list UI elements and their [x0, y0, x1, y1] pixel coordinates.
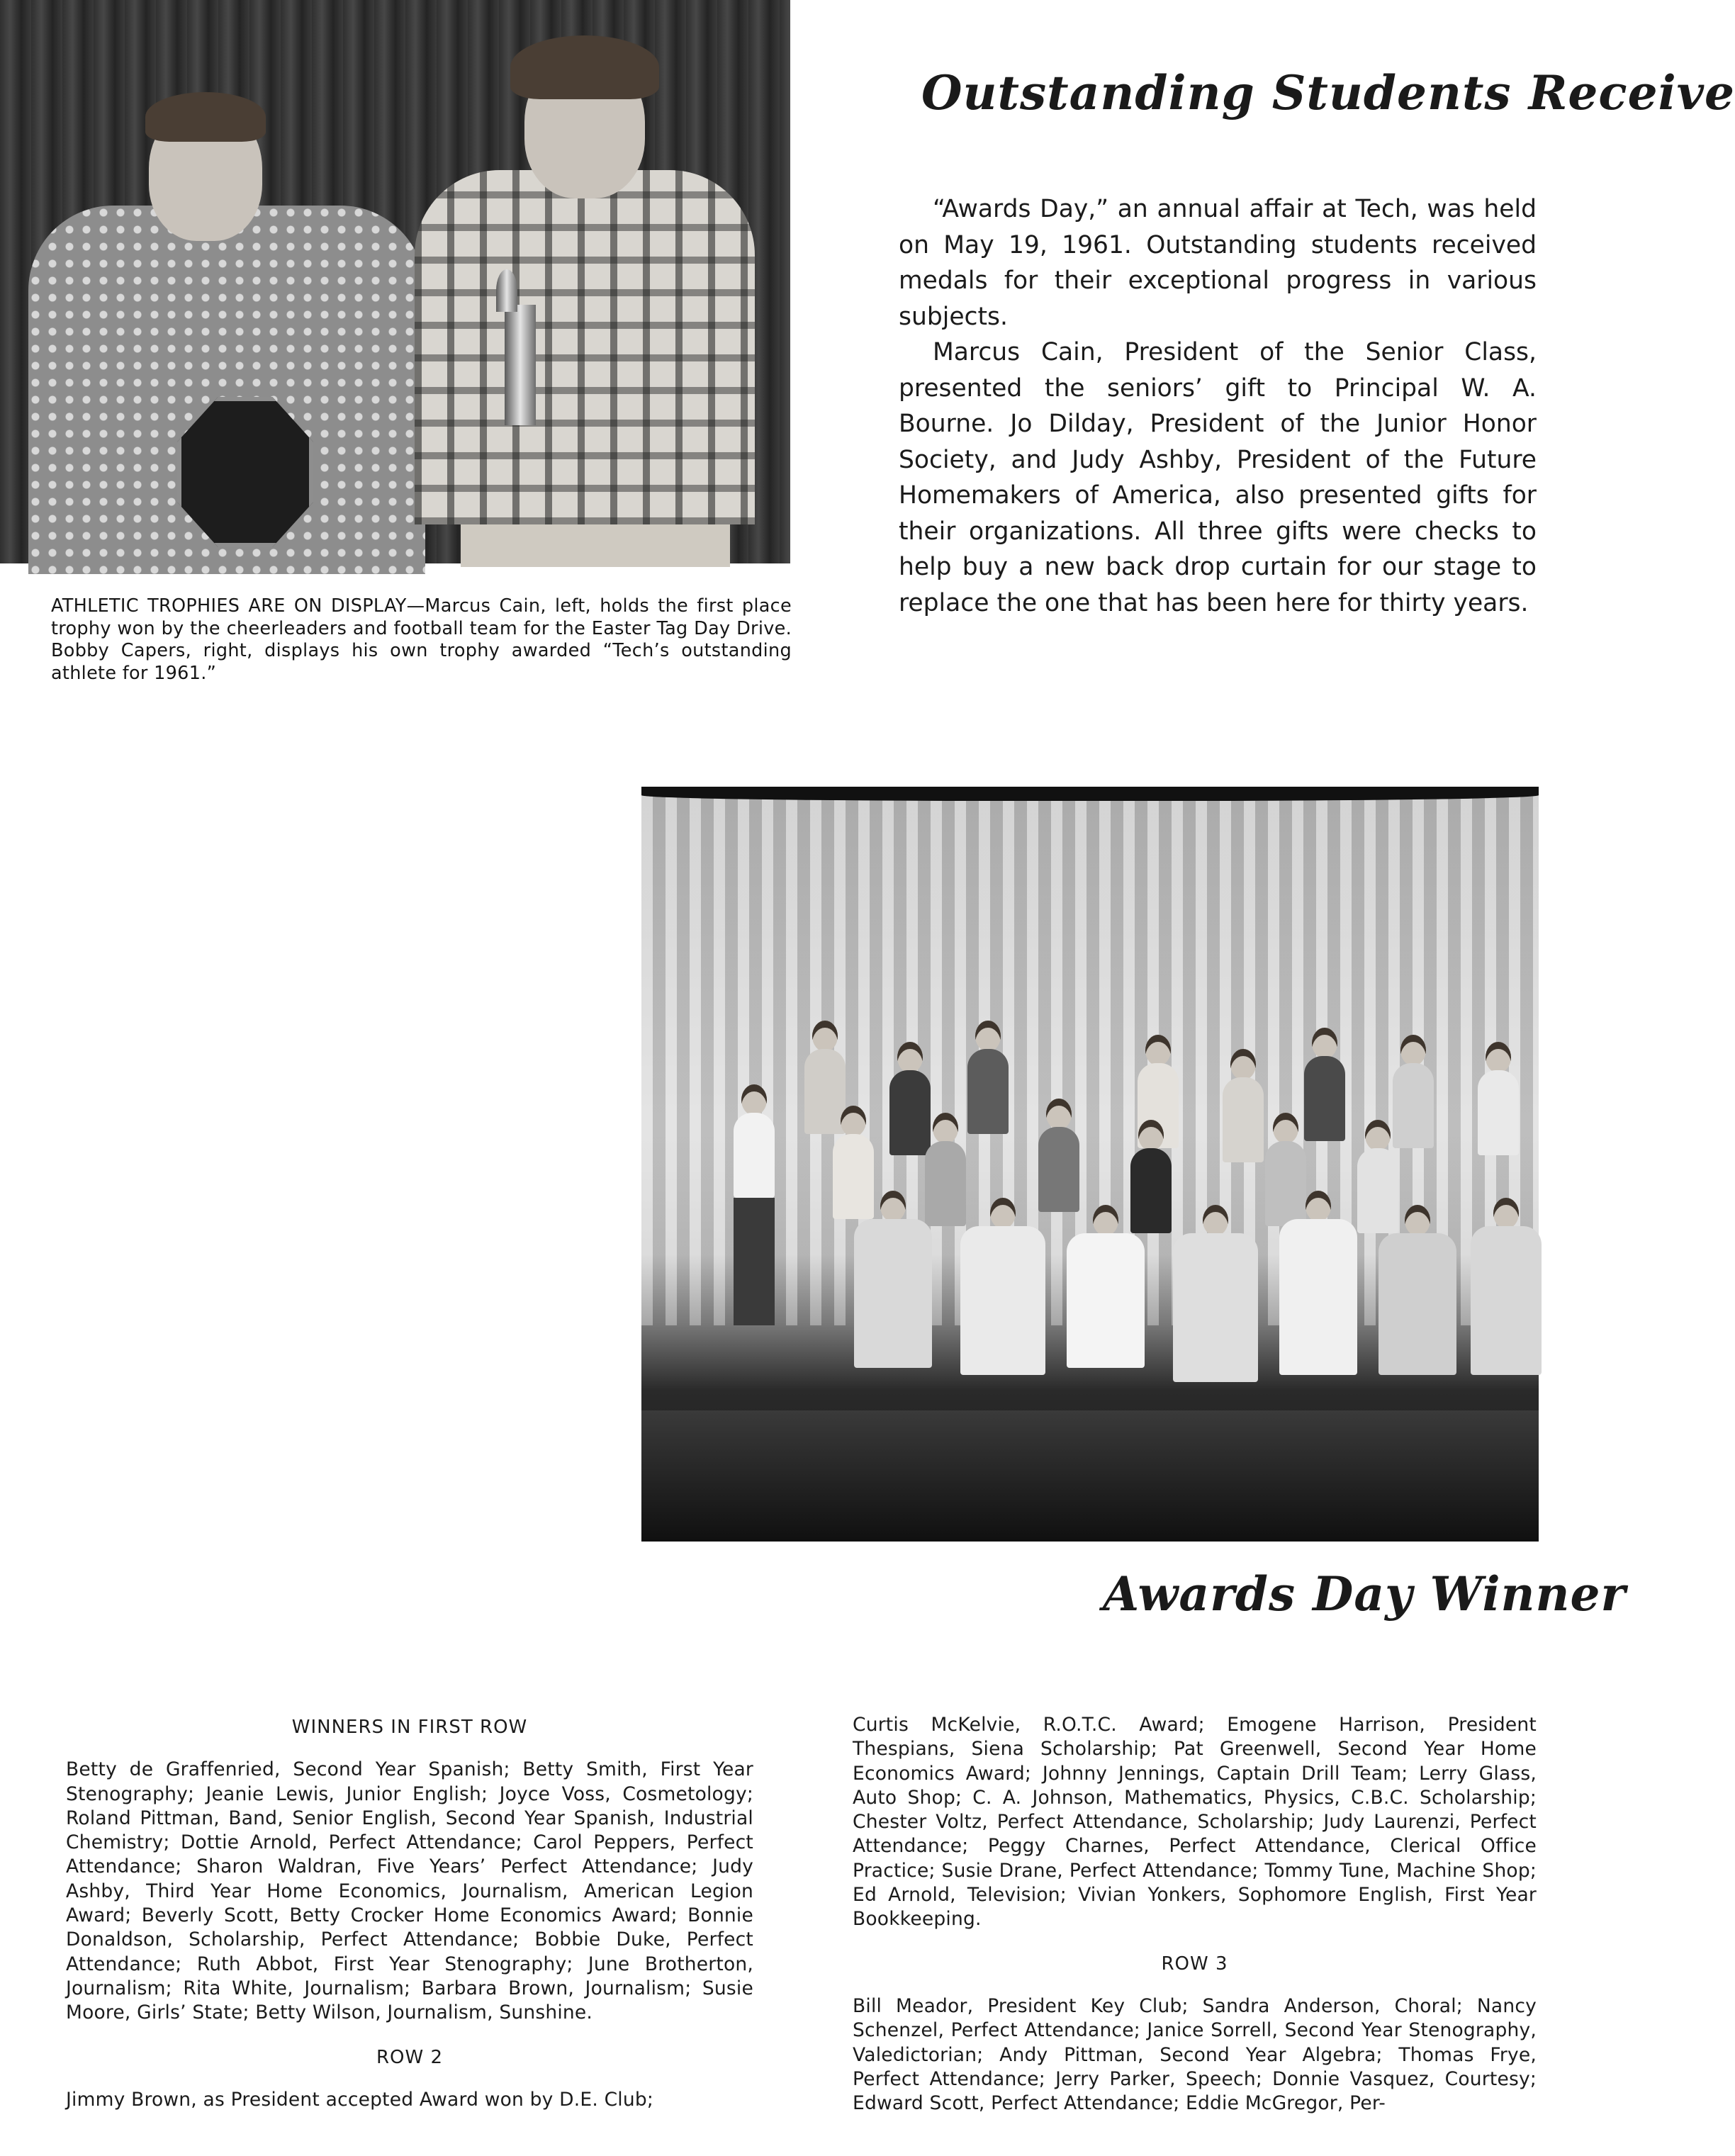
athletes-photo — [0, 0, 790, 563]
intro-paragraph-1: “Awards Day,” an annual affair at Tech, was held on May 19, 1961. Outstanding students received medals for their exceptional progress in various subjects. — [899, 195, 1537, 331]
row3-heading: ROW 3 — [1161, 1953, 1228, 1975]
photo-caption: ATHLETIC TROPHIES ARE ON DISPLAY—Marcus Cain, left, holds the first place trophy won by the cheerleaders and football team for the Easter Tag Day Drive. Bobby Capers, right, displays his own trophy awarded “Tech’s outstanding athlete for 1961.” — [51, 595, 792, 684]
row1-heading: WINNERS IN FIRST ROW — [291, 1717, 528, 1738]
row2-text-continued: Curtis McKelvie, R.O.T.C. Award; Emogene Harrison, President Thespians, Siena Scholarship; Pat Greenwell, Second Year Home Economics Award; Johnny Jennings, Captain Drill Team; Lerry Glass, Auto Shop; C. A. Johnson, Mathematics, Physics, C.B.C. Scholarship; Chester Voltz, Perfect Attendance, Scholarship; Judy Laurenzi, Perfect Attendance; Peggy Charnes, Perfect Attendance, Clerical Office Practice; Susie Drane, Perfect Attendance; Tommy Tune, Machine Shop; Ed Arnold, Television; Vivian Yonkers, Sophomore English, First Year Bookkeeping. — [853, 1714, 1537, 1931]
row1-text: Betty de Graffenried, Second Year Spanish; Betty Smith, First Year Stenography; Jeanie Lewis, Junior English; Joyce Voss, Cosmetology; Roland Pittman, Band, Senior English, Second Year Spanish, Industrial Chemistry; Dottie Arnold, Perfect Attendance; Carol Peppers, Perfect Attendance; Sharon Waldran, Five Years’ Perfect Attendance; Judy Ashby, Third Year Home Economics, Journalism, American Legion Award; Beverly Scott, Betty Crocker Home Economics Award; Bonnie Donaldson, Scholarship, Perfect Attendance; Bobbie Duke, Perfect Attendance; Ruth Abbot, First Year Stenography; June Brotherton, Journalism; Rita White, Journalism; Barbara Brown, Journalism; Susie Moore, Girls’ State; Betty Wilson, Journalism, Sunshine. — [66, 1758, 753, 2024]
winners-right-column — [853, 1713, 1537, 2116]
row2-heading: ROW 2 — [376, 2046, 444, 2068]
page-headline: Outstanding Students Receive — [921, 65, 1735, 120]
awards-day-headline: Awards Day Winner — [1103, 1566, 1627, 1622]
winners-left-column — [66, 1715, 753, 2112]
row3-text: Bill Meador, President Key Club; Sandra Anderson, Choral; Nancy Schenzel, Perfect Attendance; Janice Sorrell, Second Year Stenography, Valedictorian; Andy Pittman, Second Year Algebra; Thomas Frye, Perfect Attendance; Jerry Parker, Speech; Donnie Vasquez, Courtesy; Edward Scott, Perfect Attendance; Eddie McGregor, Per- — [853, 1994, 1537, 2115]
row2-text-start: Jimmy Brown, as President accepted Award won by D.E. Club; — [66, 2088, 653, 2111]
intro-paragraph-2: Marcus Cain, President of the Senior Class, presented the seniors’ gift to Principal W. A. Bourne. Jo Dilday, President of the Junior Honor Society, and Judy Ashby, President of the Future Homemakers of America, also presented gifts for their organizations. All three gifts were checks to help buy a new back drop curtain for our stage to replace the one that has been here for thirty years. — [899, 338, 1537, 617]
athlete-trophy — [505, 305, 536, 425]
intro-article — [899, 191, 1537, 621]
award-winners-photo — [641, 787, 1539, 1542]
